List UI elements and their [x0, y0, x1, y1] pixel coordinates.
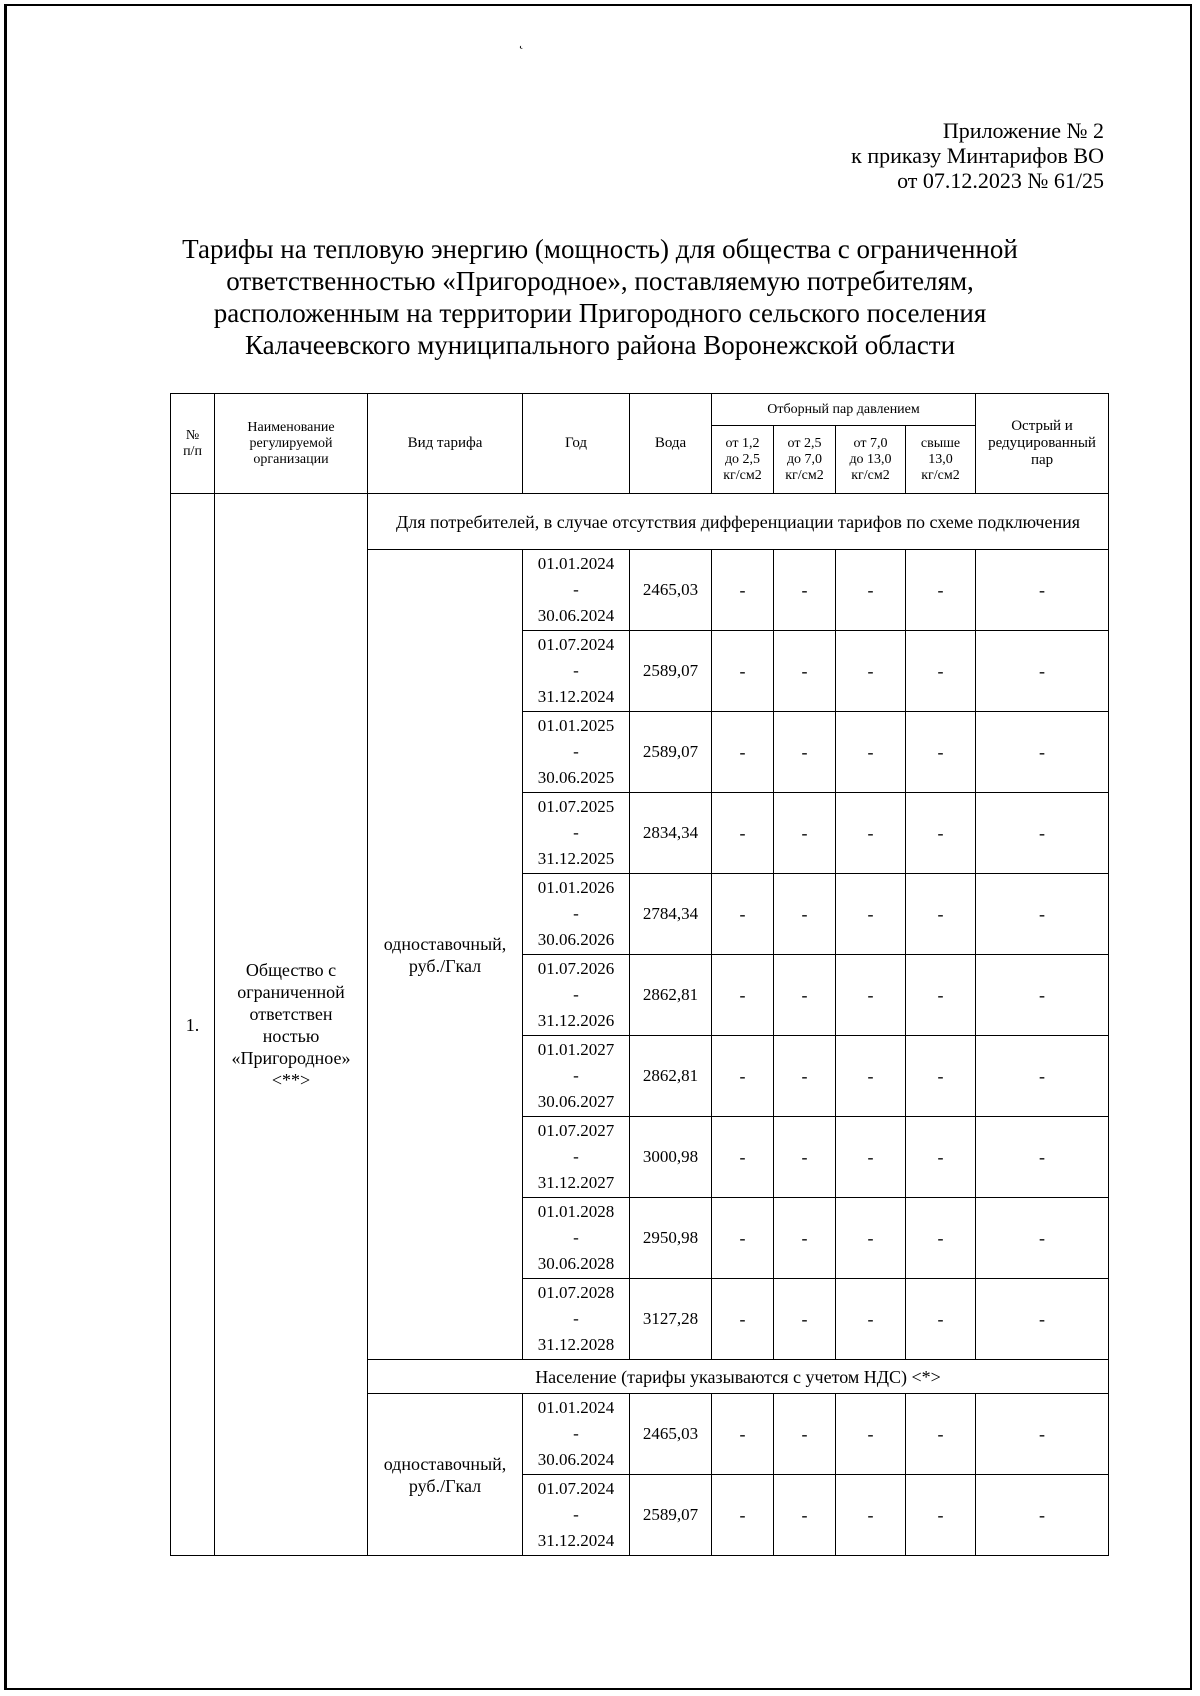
period-cell [523, 1117, 630, 1198]
period-start: 01.07.2026 [537, 959, 615, 978]
steam-2-5-7-value: - [774, 955, 836, 1036]
steam-7-13-value: - [836, 793, 906, 874]
steam-1-2-5-value: - [712, 874, 774, 955]
sharp-steam-value: - [976, 793, 1109, 874]
steam-over-13-value: - [906, 1036, 976, 1117]
steam-7-13-value: - [836, 1394, 906, 1475]
steam-over-13-value: - [906, 1117, 976, 1198]
steam-2-5-7-value: - [774, 1117, 836, 1198]
period-separator: - [573, 904, 579, 923]
section-heading-row [171, 494, 1109, 550]
period-start: 01.01.2028 [537, 1202, 615, 1221]
organization-name-line: ответствен [249, 1003, 333, 1024]
steam-7-13-value: - [836, 874, 906, 955]
section-heading: Население (тарифы указываются с учетом НДС) <*> [368, 1360, 1109, 1394]
period-separator: - [573, 1228, 579, 1247]
water-tariff-value: 2465,03 [630, 550, 712, 631]
steam-7-13-value: - [836, 1036, 906, 1117]
period-end: 30.06.2028 [537, 1254, 615, 1273]
annex-order: к приказу Минтарифов ВО [851, 143, 1104, 168]
steam-1-2-5-value: - [712, 631, 774, 712]
steam-over-13-value: - [906, 1394, 976, 1475]
water-tariff-value: 2784,34 [630, 874, 712, 955]
steam-7-13-value: - [836, 1198, 906, 1279]
water-tariff-value: 3000,98 [630, 1117, 712, 1198]
steam-2-5-7-value: - [774, 1198, 836, 1279]
steam-7-13-value: - [836, 1117, 906, 1198]
water-tariff-value: 2862,81 [630, 955, 712, 1036]
period-cell [523, 712, 630, 793]
steam-1-2-5-value: - [712, 1279, 774, 1360]
water-tariff-value: 2589,07 [630, 1475, 712, 1556]
organization-name-line: «Пригородное» [231, 1047, 351, 1068]
water-tariff-value: 2950,98 [630, 1198, 712, 1279]
steam-over-13-value: - [906, 631, 976, 712]
period-separator: - [573, 1309, 579, 1328]
water-tariff-value: 2589,07 [630, 631, 712, 712]
period-separator: - [573, 985, 579, 1004]
steam-1-2-5-value: - [712, 1475, 774, 1556]
organization-name [215, 494, 368, 1556]
header-num: № п/п [171, 394, 215, 494]
tariff-type [368, 550, 523, 1360]
organization-name-line: ностью [262, 1025, 320, 1046]
period-end: 30.06.2025 [537, 768, 615, 787]
period-separator: - [573, 661, 579, 680]
period-separator: - [573, 1147, 579, 1166]
header-steam-over-13: свыше 13,0 кг/см2 [906, 426, 976, 494]
tariff-table [170, 393, 1109, 1556]
steam-1-2-5-value: - [712, 712, 774, 793]
water-tariff-value: 2862,81 [630, 1036, 712, 1117]
steam-1-2-5-value: - [712, 550, 774, 631]
tariff-type-line: руб./Гкал [408, 1475, 482, 1496]
steam-2-5-7-value: - [774, 1036, 836, 1117]
steam-2-5-7-value: - [774, 1279, 836, 1360]
steam-7-13-value: - [836, 1279, 906, 1360]
steam-1-2-5-value: - [712, 1117, 774, 1198]
period-start: 01.07.2027 [537, 1121, 615, 1140]
period-cell [523, 1394, 630, 1475]
period-start: 01.07.2025 [537, 797, 615, 816]
period-separator: - [573, 1424, 579, 1443]
header-water: Вода [630, 394, 712, 494]
steam-2-5-7-value: - [774, 1394, 836, 1475]
period-cell [523, 793, 630, 874]
organization-name-line: ограниченной [237, 981, 345, 1002]
organization-name-line: Общество с [245, 959, 337, 980]
period-end: 30.06.2024 [537, 1450, 615, 1469]
period-start: 01.01.2024 [537, 554, 615, 573]
period-cell [523, 1279, 630, 1360]
period-start: 01.07.2024 [537, 635, 615, 654]
steam-1-2-5-value: - [712, 1198, 774, 1279]
row-number: 1. [171, 494, 215, 1556]
sharp-steam-value: - [976, 550, 1109, 631]
period-start: 01.01.2025 [537, 716, 615, 735]
steam-7-13-value: - [836, 712, 906, 793]
document-title [150, 233, 1050, 361]
sharp-steam-value: - [976, 1394, 1109, 1475]
steam-7-13-value: - [836, 631, 906, 712]
period-start: 01.01.2026 [537, 878, 615, 897]
period-cell [523, 1198, 630, 1279]
annex-number: Приложение № 2 [942, 118, 1104, 143]
sharp-steam-value: - [976, 1279, 1109, 1360]
organization-name-line: <**> [271, 1069, 311, 1090]
scan-speck: ˛ [519, 35, 524, 50]
steam-over-13-value: - [906, 712, 976, 793]
period-end: 30.06.2026 [537, 930, 615, 949]
sharp-steam-value: - [976, 1475, 1109, 1556]
steam-over-13-value: - [906, 1279, 976, 1360]
steam-1-2-5-value: - [712, 955, 774, 1036]
period-end: 31.12.2026 [537, 1011, 615, 1030]
steam-2-5-7-value: - [774, 631, 836, 712]
sharp-steam-value: - [976, 1198, 1109, 1279]
steam-1-2-5-value: - [712, 1394, 774, 1475]
title-line-4: Калачеевского муниципального района Воронежской области [244, 330, 956, 360]
period-start: 01.07.2028 [537, 1283, 615, 1302]
steam-7-13-value: - [836, 955, 906, 1036]
steam-over-13-value: - [906, 793, 976, 874]
header-year: Год [523, 394, 630, 494]
title-line-3: расположенным на территории Пригородного сельского поселения [213, 298, 987, 328]
period-start: 01.01.2027 [537, 1040, 615, 1059]
water-tariff-value: 2589,07 [630, 712, 712, 793]
annex-reference [851, 118, 1104, 193]
water-tariff-value: 2834,34 [630, 793, 712, 874]
header-steam-7-13: от 7,0 до 13,0 кг/см2 [836, 426, 906, 494]
period-start: 01.07.2024 [537, 1479, 615, 1498]
period-cell [523, 874, 630, 955]
period-end: 31.12.2027 [537, 1173, 615, 1192]
steam-7-13-value: - [836, 550, 906, 631]
period-separator: - [573, 1505, 579, 1524]
tariff-type [368, 1394, 523, 1556]
header-row-1 [171, 394, 1109, 426]
period-separator: - [573, 742, 579, 761]
steam-over-13-value: - [906, 550, 976, 631]
period-cell [523, 955, 630, 1036]
steam-2-5-7-value: - [774, 1475, 836, 1556]
steam-over-13-value: - [906, 874, 976, 955]
period-cell [523, 1475, 630, 1556]
period-separator: - [573, 580, 579, 599]
period-cell [523, 1036, 630, 1117]
period-cell [523, 631, 630, 712]
period-end: 30.06.2027 [537, 1092, 615, 1111]
steam-7-13-value: - [836, 1475, 906, 1556]
steam-over-13-value: - [906, 955, 976, 1036]
period-end: 30.06.2024 [537, 606, 615, 625]
sharp-steam-value: - [976, 874, 1109, 955]
sharp-steam-value: - [976, 712, 1109, 793]
tariff-type-line: одноставочный, [383, 933, 507, 954]
period-separator: - [573, 823, 579, 842]
period-end: 31.12.2024 [537, 687, 615, 706]
period-end: 31.12.2025 [537, 849, 615, 868]
header-steam-1-2-5: от 1,2 до 2,5 кг/см2 [712, 426, 774, 494]
tariff-body [171, 494, 1109, 1556]
header-tariff-type: Вид тарифа [368, 394, 523, 494]
tariff-type-line: руб./Гкал [408, 955, 482, 976]
period-end: 31.12.2028 [537, 1335, 615, 1354]
period-separator: - [573, 1066, 579, 1085]
header-steam-group: Отборный пар давлением [712, 394, 976, 426]
steam-2-5-7-value: - [774, 712, 836, 793]
header-steam-2-5-7: от 2,5 до 7,0 кг/см2 [774, 426, 836, 494]
annex-date: от 07.12.2023 № 61/25 [897, 168, 1104, 193]
steam-2-5-7-value: - [774, 550, 836, 631]
sharp-steam-value: - [976, 1036, 1109, 1117]
steam-2-5-7-value: - [774, 793, 836, 874]
steam-1-2-5-value: - [712, 793, 774, 874]
header-sharp-steam: Острый и редуцированный пар [976, 394, 1109, 494]
period-start: 01.01.2024 [537, 1398, 615, 1417]
section-heading: Для потребителей, в случае отсутствия дифференциации тарифов по схеме подключения [368, 494, 1109, 550]
steam-1-2-5-value: - [712, 1036, 774, 1117]
title-line-2: ответственностью «Пригородное», поставляемую потребителям, [226, 266, 974, 296]
period-end: 31.12.2024 [537, 1531, 615, 1550]
period-cell [523, 550, 630, 631]
steam-over-13-value: - [906, 1475, 976, 1556]
steam-2-5-7-value: - [774, 874, 836, 955]
header-org: Наименование регулируемой организации [215, 394, 368, 494]
sharp-steam-value: - [976, 1117, 1109, 1198]
steam-over-13-value: - [906, 1198, 976, 1279]
sharp-steam-value: - [976, 631, 1109, 712]
water-tariff-value: 2465,03 [630, 1394, 712, 1475]
water-tariff-value: 3127,28 [630, 1279, 712, 1360]
tariff-type-line: одноставочный, [383, 1453, 507, 1474]
title-line-1: Тарифы на тепловую энергию (мощность) для общества с ограниченной [182, 234, 1018, 264]
sharp-steam-value: - [976, 955, 1109, 1036]
